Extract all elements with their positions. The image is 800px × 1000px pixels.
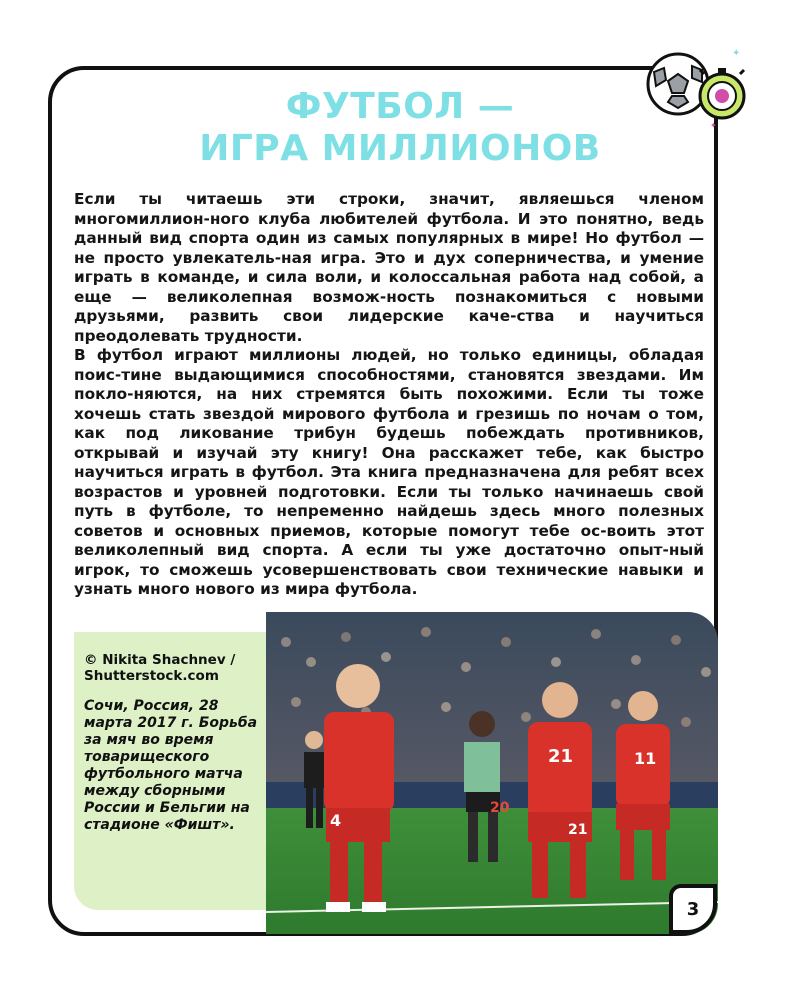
page-number: 3 [669,884,717,934]
svg-text:✦: ✦ [732,48,741,59]
photo-caption: Сочи, Россия, 28 марта 2017 г. Борьба за мяч во время товарищеского футбольного матча между сборными России и Бельгии на стадионе «Фишт». [84,698,258,833]
paragraph-2: В футбол играют миллионы людей, но только единицы, обладая поис-тине выдающимися способностями, становятся звездами. Им покло-няются, на них стремятся быть похожими. Если ты тоже хочешь стать звездой мирового футбола и грезишь по ночам о том, как под ликование трибун будешь побеждать противников, открывай и изучай эту книгу! Она расскажет тебе, как быстро научиться играть в футбол. Эта книга предназначена для ребят всех возрастов и уровней подготовки. Если ты только начинаешь свой путь в футболе, то непременно найдешь здесь много полезных советов и основных приемов, которые помогут тебе ос-воить этот великолепный вид спорта. А если ты уже достаточно опыт-ный игрок, то сможешь усовершенствовать свои технические навыки и узнать много нового из мира футбола. [74,346,704,598]
svg-text:✦: ✦ [710,121,717,130]
jersey-number: 21 [548,746,574,767]
photo-credit: © Nikita Shachnev / Shutterstock.com [84,652,236,684]
page-title [0,86,800,170]
paragraph-1: Если ты читаешь эти строки, значит, являешься членом многомиллион-ного клуба любителей футбола. И это понятно, ведь данный вид спорта один из самых популярных в мире! Но футбол — не просто увлекатель-ная игра. Это и дух соперничества, и умение играть в команде, и сила воли, и колоссальная работа над собой, а еще — великолепная возмож-ность познакомиться с новыми друзьями, развить свои лидерские каче-ства и научиться преодолевать трудности. [74,190,704,345]
football-match-photo [266,612,718,934]
jersey-number: 21 [568,822,588,838]
intro-text [74,190,704,600]
jersey-number: 20 [490,800,510,816]
jersey-number: 11 [634,749,657,768]
title-line-2: ИГРА МИЛЛИОНОВ [199,128,601,169]
match-illustration [266,612,718,934]
title-line-1: ФУТБОЛ — [285,86,515,127]
jersey-number: 4 [330,811,342,830]
